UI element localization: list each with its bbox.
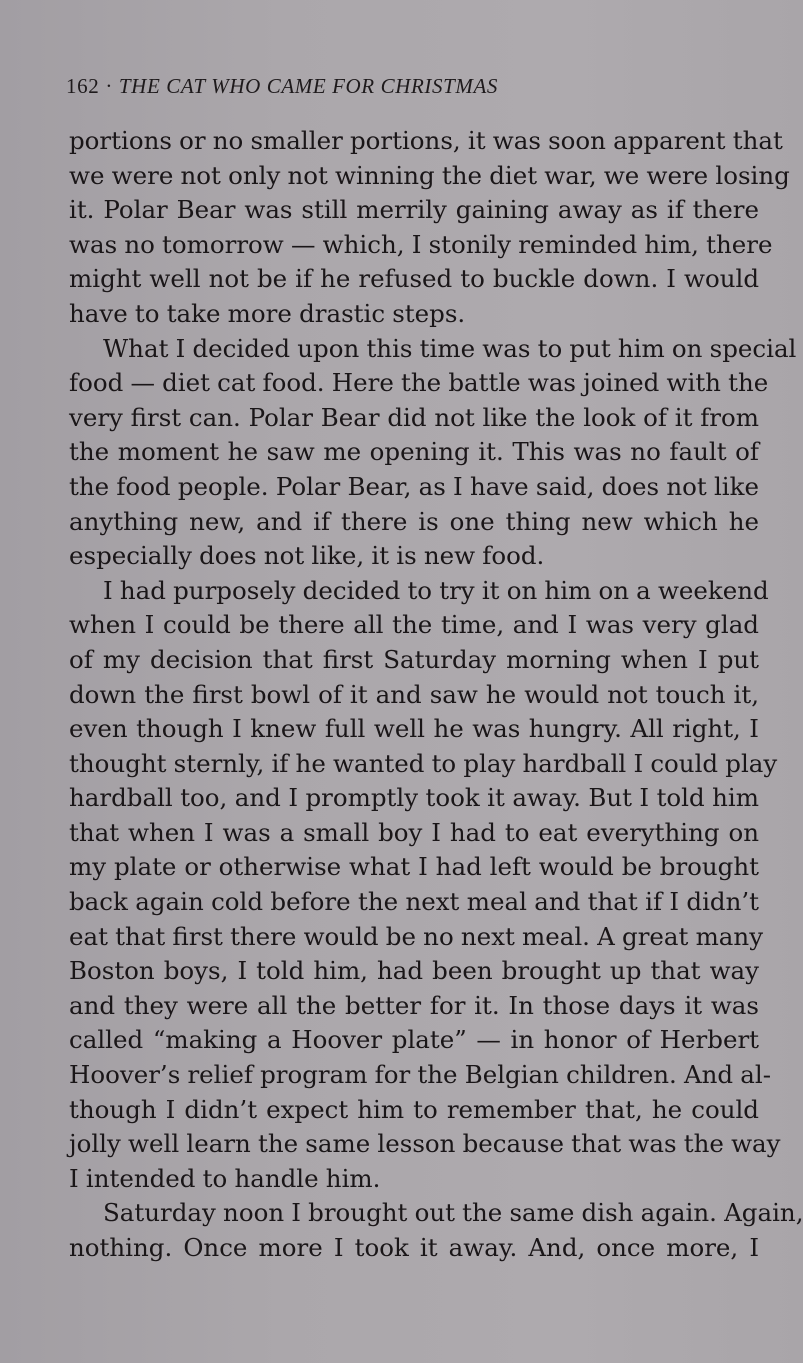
text-line: jolly well learn the same lesson because that was the way: [69, 1129, 781, 1159]
text-line: the moment he saw me opening it. This was no fault of: [69, 437, 759, 467]
paragraph: [69, 124, 790, 332]
book-title: THE CAT WHO CAME FOR CHRISTMAS: [118, 74, 498, 98]
text-line: Hoover’s relief program for the Belgian children. And al-: [69, 1060, 772, 1090]
text-line: food — diet cat food. Here the battle was joined with the: [69, 368, 769, 398]
text-line: back again cold before the next meal and that if I didn’t: [69, 887, 759, 917]
text-line: Saturday noon I brought out the same dish again. Again,: [103, 1198, 803, 1228]
text-line: of my decision that first Saturday morning when I put: [69, 644, 759, 674]
text-line: anything new, and if there is one thing new which he: [69, 506, 759, 536]
text-line: down the first bowl of it and saw he would not touch it,: [69, 679, 759, 709]
header-separator: ·: [105, 74, 113, 98]
text-line: I intended to handle him.: [69, 1163, 381, 1193]
text-line: we were not only not winning the diet war, we were losing: [69, 160, 790, 190]
text-line: eat that first there would be no next meal. A great many: [69, 921, 764, 951]
text-line: even though I knew full well he was hungry. All right, I: [69, 714, 759, 744]
text-line: very first can. Polar Bear did not like the look of it from: [69, 402, 759, 432]
text-line: when I could be there all the time, and I was very glad: [69, 610, 759, 640]
text-line: that when I was a small boy I had to eat everything on: [69, 817, 759, 847]
text-line: it. Polar Bear was still merrily gaining away as if there: [69, 195, 759, 225]
text-line: though I didn’t expect him to remember that, he could: [69, 1094, 759, 1124]
text-line: thought sternly, if he wanted to play hardball I could play: [69, 748, 778, 778]
paragraph: [69, 574, 781, 1197]
text-line: Boston boys, I told him, had been brought up that way: [69, 956, 759, 986]
text-line: and they were all the better for it. In those days it was: [69, 990, 759, 1020]
text-line: hardball too, and I promptly took it away. But I told him: [69, 783, 759, 813]
text-line: I had purposely decided to try it on him on a weekend: [103, 575, 769, 605]
text-line: nothing. Once more I took it away. And, once more, I: [69, 1233, 759, 1262]
running-head: [66, 74, 498, 99]
page-number: 162: [66, 74, 100, 98]
text-line: was no tomorrow — which, I stonily reminded him, there: [69, 229, 773, 259]
text-line: my plate or otherwise what I had left would be brought: [69, 852, 759, 882]
text-line: the food people. Polar Bear, as I have said, does not like: [69, 471, 759, 501]
paragraph: [69, 332, 797, 574]
text-line: portions or no smaller portions, it was soon apparent that: [69, 126, 783, 155]
text-line: called “making a Hoover plate” — in honor of Herbert: [69, 1025, 759, 1055]
text-line: especially does not like, it is new food.: [69, 541, 545, 571]
text-line: have to take more drastic steps.: [69, 298, 466, 328]
body-text: [69, 124, 803, 1266]
text-line: might well not be if he refused to buckle down. I would: [69, 264, 759, 294]
paragraph: [69, 1196, 803, 1265]
text-line: What I decided upon this time was to put him on special: [103, 333, 797, 363]
